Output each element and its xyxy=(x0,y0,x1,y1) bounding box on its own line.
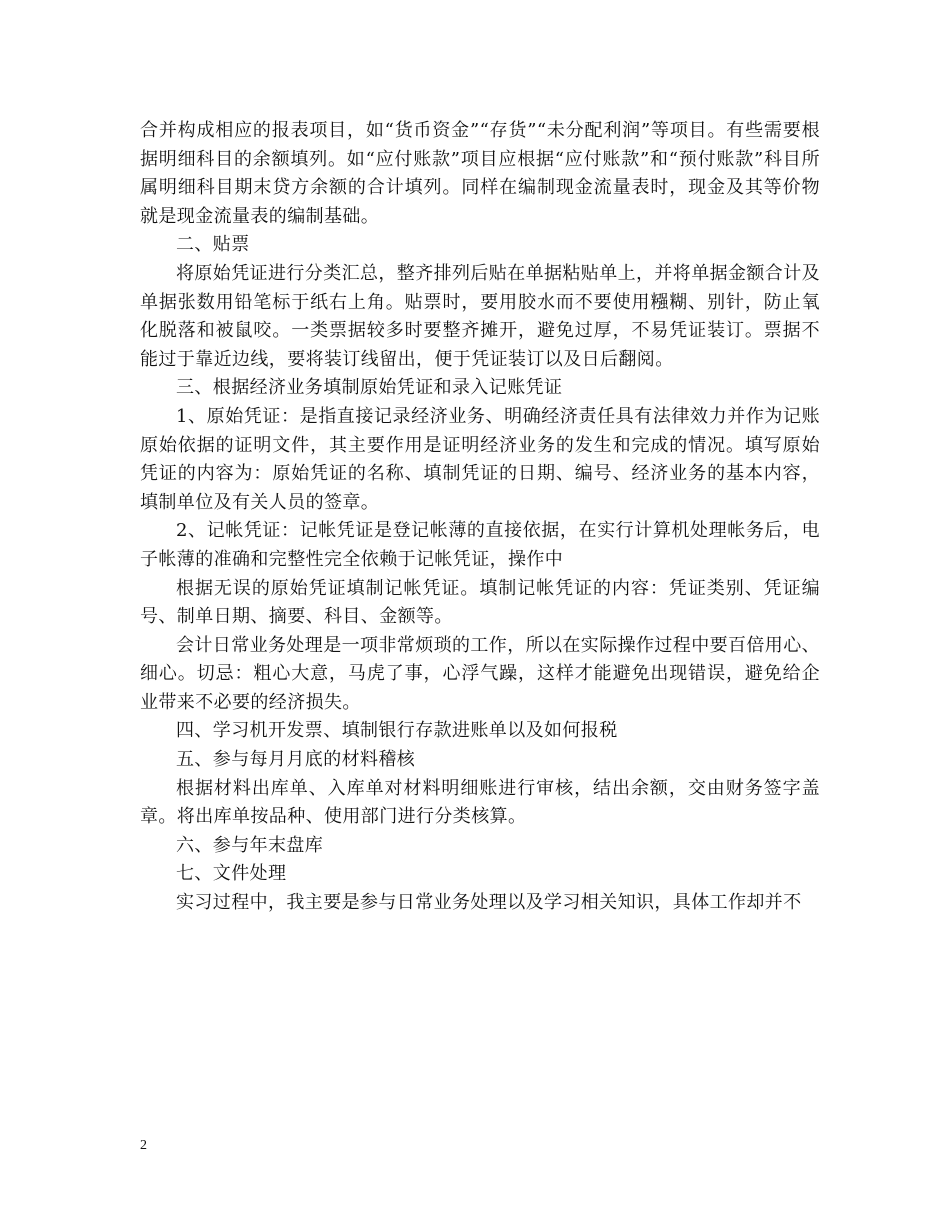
section-heading-5: 五、参与每月月底的材料稽核 xyxy=(176,749,416,771)
page-number: 2 xyxy=(140,1138,147,1153)
document-body xyxy=(140,117,820,918)
paragraph-internship: 实习过程中，我主要是参与日常业务处理以及学习相关知识，具体工作却并不 xyxy=(176,892,802,914)
paragraph-voucher-content: 根据无误的原始凭证填制记帐凭证。填制记帐凭证的内容：凭证类别、凭证编号、制单日期、摘要、科目、金额等。 xyxy=(140,577,820,628)
paragraph-original-voucher: 1、原始凭证：是指直接记录经济业务、明确经济责任具有法律效力并作为记账原始依据的证明文件，其主要作用是证明经济业务的发生和完成的情况。填写原始凭证的内容为：原始凭证的名称、填制凭证的日期、编号、经济业务的基本内容，填制单位及有关人员的签章。 xyxy=(140,405,820,513)
paragraph-accounting-voucher: 2、记帐凭证：记帐凭证是登记帐薄的直接依据，在实行计算机处理帐务后，电子帐薄的准确和完整性完全依赖于记帐凭证，操作中 xyxy=(140,520,820,570)
section-heading-4: 四、学习机开发票、填制银行存款进账单以及如何报税 xyxy=(176,720,618,742)
paragraph-material-audit: 根据材料出库单、入库单对材料明细账进行审核，结出余额，交由财务签字盖章。将出库单按品种、使用部门进行分类核算。 xyxy=(140,777,820,828)
paragraph-daily-work: 会计日常业务处理是一项非常烦琐的工作，所以在实际操作过程中要百倍用心、细心。切忌：粗心大意，马虎了事，心浮气躁，这样才能避免出现错误，避免给企业带来不必要的经济损失。 xyxy=(140,634,820,713)
section-heading-3: 三、根据经济业务填制原始凭证和录入记账凭证 xyxy=(176,377,563,399)
section-heading-2: 二、贴票 xyxy=(176,234,250,256)
section-heading-7: 七、文件处理 xyxy=(176,863,287,885)
paragraph-continued: 合并构成相应的报表项目，如“货币资金”“存货”“未分配利润”等项目。有些需要根据明细科目的余额填列。如“应付账款”项目应根据“应付账款”和“预付账款”科目所属明细科目期末贷方余额的合计填列。同样在编制现金流量表时，现金及其等价物就是现金流量表的编制基础。 xyxy=(140,120,820,227)
section-heading-6: 六、参与年末盘库 xyxy=(176,834,324,856)
paragraph-receipt-pasting: 将原始凭证进行分类汇总，整齐排列后贴在单据粘贴单上，并将单据金额合计及单据张数用铅笔标于纸右上角。贴票时，要用胶水而不要使用糨糊、别针，防止氧化脱落和被鼠咬。一类票据较多时要整齐摊开，避免过厚，不易凭证装订。票据不能过于靠近边线，要将装订线留出，便于凭证装订以及日后翻阅。 xyxy=(140,262,820,370)
